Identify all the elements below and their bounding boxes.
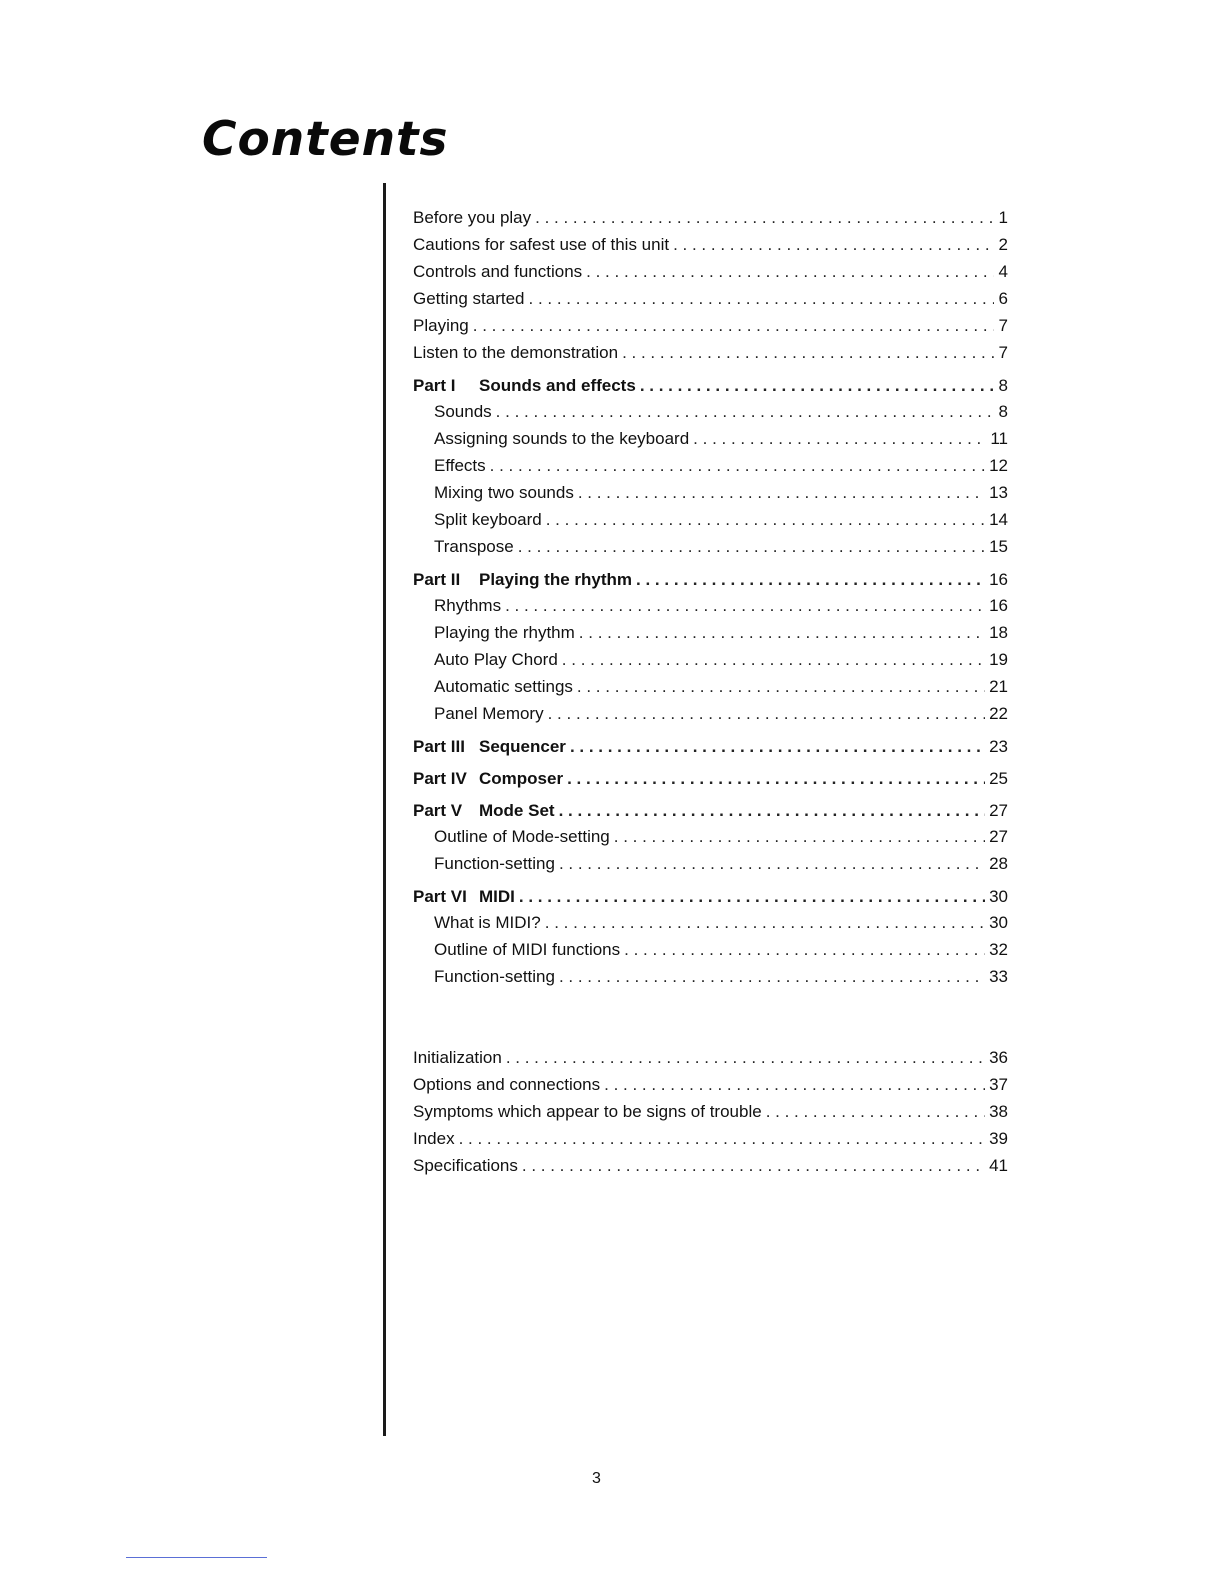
- toc-entry-page: 4: [998, 262, 1008, 281]
- dot-leader: [570, 733, 985, 760]
- part-title: MIDI: [479, 887, 515, 906]
- toc-part-row[interactable]: [404, 883, 1008, 909]
- toc-entry-page: 22: [989, 704, 1008, 723]
- toc-entry-page: 25: [989, 769, 1008, 788]
- part-number: Part I: [413, 376, 456, 395]
- toc-row[interactable]: [404, 1044, 1008, 1071]
- toc-part-row[interactable]: [404, 372, 1008, 398]
- dot-leader: [673, 231, 994, 258]
- toc-entry-page: 33: [989, 967, 1008, 986]
- toc-part-heading: [404, 797, 555, 824]
- toc-entry-page: 27: [989, 801, 1008, 820]
- toc-row[interactable]: [404, 850, 1008, 877]
- dot-leader: [473, 312, 994, 339]
- toc-entry-page: 23: [989, 737, 1008, 756]
- toc-entry-page: 14: [989, 510, 1008, 529]
- dot-leader: [562, 646, 985, 673]
- dot-leader: [567, 765, 985, 792]
- toc-entry-label: Playing the rhythm: [434, 623, 575, 642]
- dot-leader: [586, 258, 994, 285]
- dot-leader: [506, 1044, 985, 1071]
- dot-leader: [693, 425, 986, 452]
- toc-entry-page: 30: [989, 887, 1008, 906]
- toc-entry-label: Listen to the demonstration: [413, 343, 619, 362]
- toc-row[interactable]: [404, 285, 1008, 312]
- dot-leader: [519, 883, 985, 910]
- toc-entry-label: Outline of MIDI functions: [434, 940, 621, 959]
- toc-entry-page: 15: [989, 537, 1008, 556]
- toc-entry-page: 39: [989, 1129, 1008, 1148]
- toc-entry-label: Cautions for safest use of this unit: [413, 235, 670, 254]
- toc-row[interactable]: [404, 646, 1008, 673]
- part-title: Composer: [479, 769, 564, 788]
- dot-leader: [559, 850, 985, 877]
- toc-entry-page: 37: [989, 1075, 1008, 1094]
- toc-entry-label: Initialization: [413, 1048, 502, 1067]
- toc-entry-page: 13: [989, 483, 1008, 502]
- toc-part-heading: [404, 883, 515, 910]
- toc-entry-label: Function-setting: [434, 967, 555, 986]
- toc-entry-label: Effects: [434, 456, 486, 475]
- toc-entry-label: Controls and functions: [413, 262, 583, 281]
- toc-row[interactable]: [404, 231, 1008, 258]
- dot-leader: [624, 936, 985, 963]
- toc-row[interactable]: [404, 204, 1008, 231]
- toc-row[interactable]: [404, 700, 1008, 727]
- toc-entry-page: 32: [989, 940, 1008, 959]
- part-number: Part V: [413, 801, 463, 820]
- page-title: Contents: [202, 112, 449, 167]
- toc-entry-label: Symptoms which appear to be signs of trouble: [413, 1102, 762, 1121]
- toc-row[interactable]: [404, 619, 1008, 646]
- toc-entry-label: Playing: [413, 316, 469, 335]
- toc-entry-page: 6: [998, 289, 1008, 308]
- toc-entry-page: 21: [989, 677, 1008, 696]
- toc-entry-page: 7: [998, 343, 1008, 362]
- table-of-contents: [404, 204, 1008, 1179]
- toc-part-row[interactable]: [404, 733, 1008, 759]
- toc-entry-page: 19: [989, 650, 1008, 669]
- dot-leader: [636, 566, 985, 593]
- toc-row[interactable]: [404, 963, 1008, 990]
- part-number: Part IV: [413, 769, 467, 788]
- part-title: Sounds and effects: [479, 376, 636, 395]
- toc-entry-label: Rhythms: [434, 596, 502, 615]
- dot-leader: [579, 619, 985, 646]
- toc-entry-page: 16: [989, 596, 1008, 615]
- toc-entry-label: Panel Memory: [434, 704, 544, 723]
- toc-entry-label: Auto Play Chord: [434, 650, 558, 669]
- toc-entry-page: 16: [989, 570, 1008, 589]
- toc-part-row[interactable]: [404, 797, 1008, 823]
- toc-row[interactable]: [404, 506, 1008, 533]
- dot-leader: [604, 1071, 985, 1098]
- toc-entry-label: What is MIDI?: [434, 913, 541, 932]
- toc-entry-label: Mixing two sounds: [434, 483, 574, 502]
- toc-row[interactable]: [404, 425, 1008, 452]
- dot-leader: [490, 452, 985, 479]
- part-title: Mode Set: [479, 801, 555, 820]
- toc-entry-page: 36: [989, 1048, 1008, 1067]
- toc-part-row[interactable]: [404, 765, 1008, 791]
- toc-entry-page: 30: [989, 913, 1008, 932]
- toc-row[interactable]: [404, 533, 1008, 560]
- toc-entry-page: 12: [989, 456, 1008, 475]
- toc-entry-label: Options and connections: [413, 1075, 601, 1094]
- toc-entry-page: 7: [998, 316, 1008, 335]
- toc-part-row[interactable]: [404, 566, 1008, 592]
- toc-entry-label: Getting started: [413, 289, 525, 308]
- toc-part-heading: [404, 566, 632, 593]
- toc-entry-page: 38: [989, 1102, 1008, 1121]
- dot-leader: [496, 398, 994, 425]
- toc-row[interactable]: [404, 823, 1008, 850]
- toc-entry-page: 8: [998, 376, 1008, 395]
- toc-entry-page: 11: [990, 429, 1008, 448]
- toc-row[interactable]: [404, 1071, 1008, 1098]
- part-number: Part II: [413, 570, 461, 589]
- dot-leader: [640, 372, 994, 399]
- toc-part-heading: [404, 733, 566, 760]
- toc-entry-page: 28: [989, 854, 1008, 873]
- part-title: Sequencer: [479, 737, 566, 756]
- dot-leader: [459, 1125, 985, 1152]
- toc-entry-page: 8: [998, 402, 1008, 421]
- toc-entry-label: Assigning sounds to the keyboard: [434, 429, 690, 448]
- toc-row[interactable]: [404, 398, 1008, 425]
- toc-row[interactable]: [404, 1125, 1008, 1152]
- dot-leader: [529, 285, 994, 312]
- toc-entry-page: 2: [998, 235, 1008, 254]
- dot-leader: [614, 823, 985, 850]
- toc-row[interactable]: [404, 258, 1008, 285]
- dot-leader: [546, 506, 985, 533]
- dot-leader: [535, 204, 994, 231]
- toc-entry-label: Transpose: [434, 537, 514, 556]
- toc-row[interactable]: [404, 1152, 1008, 1179]
- toc-entry-label: Function-setting: [434, 854, 555, 873]
- toc-entry-label: Outline of Mode-setting: [434, 827, 610, 846]
- toc-entry-label: Specifications: [413, 1156, 518, 1175]
- toc-row[interactable]: [404, 1098, 1008, 1125]
- toc-row[interactable]: [404, 452, 1008, 479]
- dot-leader: [518, 533, 985, 560]
- dot-leader: [522, 1152, 985, 1179]
- toc-part-heading: [404, 372, 636, 399]
- dot-leader: [559, 963, 985, 990]
- toc-row[interactable]: [404, 909, 1008, 936]
- toc-entry-label: Split keyboard: [434, 510, 542, 529]
- toc-entry-label: Index: [413, 1129, 455, 1148]
- toc-entry-page: 18: [989, 623, 1008, 642]
- toc-entry-label: Before you play: [413, 208, 532, 227]
- page-number: 3: [592, 1470, 601, 1487]
- toc-entry-page: 41: [989, 1156, 1008, 1175]
- toc-entry-label: Sounds: [434, 402, 492, 421]
- dot-leader: [545, 909, 985, 936]
- toc-row[interactable]: [404, 312, 1008, 339]
- dot-leader: [559, 797, 986, 824]
- toc-row[interactable]: [404, 479, 1008, 506]
- toc-row[interactable]: [404, 673, 1008, 700]
- toc-row[interactable]: [404, 936, 1008, 963]
- toc-row[interactable]: [404, 339, 1008, 366]
- toc-entry-label: Automatic settings: [434, 677, 573, 696]
- dot-leader: [548, 700, 985, 727]
- part-number: Part III: [413, 737, 465, 756]
- dot-leader: [505, 592, 985, 619]
- dot-leader: [578, 479, 985, 506]
- part-title: Playing the rhythm: [479, 570, 633, 589]
- dot-leader: [622, 339, 994, 366]
- dot-leader: [766, 1098, 985, 1125]
- toc-entry-page: 27: [989, 827, 1008, 846]
- part-number: Part VI: [413, 887, 467, 906]
- toc-entry-page: 1: [998, 208, 1008, 227]
- dot-leader: [577, 673, 985, 700]
- toc-row[interactable]: [404, 592, 1008, 619]
- toc-part-heading: [404, 765, 563, 792]
- footer-line: [126, 1557, 267, 1558]
- vertical-rule: [383, 183, 386, 1436]
